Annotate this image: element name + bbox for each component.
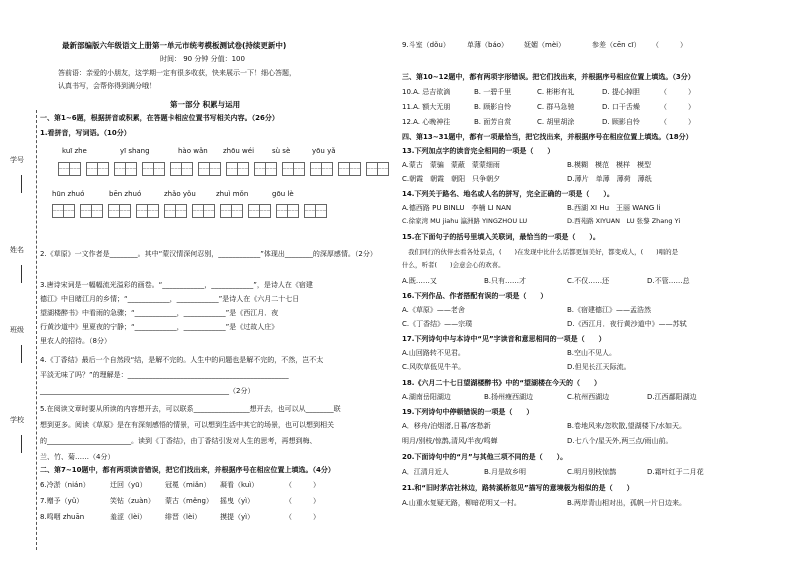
- q12-a: 12.A. 心晚神往: [402, 118, 451, 126]
- q7-text: 笑钻（zuàn）: [110, 497, 155, 505]
- q14-option-d: D.西苑路 XIYUAN LU 张黎 Zhang Yi: [567, 217, 681, 225]
- q8-text: 羞涩（lèi）: [110, 513, 147, 521]
- pinyin: yōu yǎ: [312, 147, 336, 155]
- q17-option-b: B.空山不见人。: [567, 349, 617, 357]
- q11-c: C. 群马急驰: [537, 103, 575, 111]
- q7-text: 蒙古（měng）: [165, 497, 214, 505]
- q11-d: D. 口干舌燥: [602, 103, 640, 111]
- side-blank-line: [21, 265, 23, 283]
- side-blank-line: [21, 175, 23, 193]
- question-1: 1.看拼音，写词语。（10分）: [40, 129, 131, 137]
- side-label-class: 班级: [10, 326, 24, 334]
- q21-option-b: B.两岸青山相对出，孤帆一片日边来。: [567, 499, 687, 507]
- question-17: 17.下列诗句中与本诗中“见”字读音和意思相同的一项是（ ）: [402, 335, 606, 343]
- q9-text: 9.斗室（dǒu）: [402, 41, 450, 49]
- section-four-heading: 四、第13~31题中，都有一项最恰当，把它找出来，并根据序号在相应位置上填选。（18分）: [402, 133, 693, 141]
- q6-text: 冠冕（miǎn）: [165, 481, 211, 489]
- q15-option-b: B.只有……才: [484, 277, 527, 285]
- q20-option-d: D.霜叶红于二月花: [647, 468, 704, 476]
- pinyin: hūn zhuó: [52, 190, 85, 198]
- q12-answer[interactable]: （ ）: [660, 118, 695, 126]
- q11-b: B. 顾影自怜: [474, 103, 512, 111]
- q12-b: B. 面芳自赏: [474, 118, 512, 126]
- q20-option-a: A．江清月近人: [402, 468, 449, 476]
- q10-d: D. 提心掉胆: [602, 88, 640, 96]
- q8-text: 摸提（yì）: [220, 513, 255, 521]
- q16-option-a: A.《草原》——老舍: [402, 306, 465, 314]
- q10-c: C. 彬彬有礼: [537, 88, 575, 96]
- question-14: 14.下列关于路名、地名或人名的拼写，完全正确的一项是（ ）。: [402, 190, 614, 198]
- pinyin: yī shang: [120, 147, 150, 155]
- pinyin: gōu lè: [272, 190, 294, 198]
- pinyin: zhōu wéi: [223, 147, 255, 155]
- q18-option-d: D.江西鄱阳湖边: [647, 393, 697, 401]
- q19-option-c: 明月/别枝/惊鹊,清风/半夜/鸣蝉: [402, 437, 498, 445]
- question-3-line-3: 望湖楼醉书》中看雨的急骤；“____________，____________”是《西江月．夜: [40, 309, 279, 317]
- question-19: 19.下列诗句中停顿错误的一项是（ ）: [402, 408, 534, 416]
- q6-text: 6.冷淤（nián）: [40, 481, 90, 489]
- question-4-line-2: 平淡无味了吗？”的理解是：______________________________________________: [40, 371, 289, 379]
- side-label-name: 姓名: [10, 246, 24, 254]
- writing-grid-row-2[interactable]: [52, 204, 326, 218]
- binding-line: [36, 110, 37, 550]
- q7-text: 摇曳（yì）: [220, 497, 255, 505]
- q14-option-b: B.西湖 XI Hu 王丽 WANG li: [567, 204, 661, 212]
- q13-option-b: B.模糊 模范 模样 模型: [567, 161, 652, 169]
- part-one-heading: 第一部分 积累与运用: [170, 100, 241, 109]
- q14-option-a: A.德西路 PU BINLU 李楠 LI NAN: [402, 204, 512, 212]
- q18-option-c: C.杭州西湖边: [567, 393, 610, 401]
- q19-option-d: D.七八个/星天外,两三点/雨山前。: [567, 437, 673, 445]
- q8-text: 绯晋（lèi）: [165, 513, 202, 521]
- question-3-line-5: 里农人的招待。（8分）: [40, 337, 111, 345]
- pinyin: sù sè: [272, 147, 291, 155]
- question-3-line-4: 行黄沙道中》里夏夜的宁静；“____________，____________”是《过故人庄》: [40, 323, 279, 331]
- section-three-heading: 三、第10~12题中，都有两项字形错误。把它们找出来，并根据序号相应位置上填选。（3分）: [402, 73, 695, 81]
- q16-option-d: D.《西江月．夜行黄沙道中》——苏轼: [567, 320, 687, 328]
- side-label-student-id: 学号: [10, 156, 24, 164]
- question-4-line-1: 4.《丁香结》最后一个自然段“结，是解不完的。人生中的问题也是解不完的，不然，岂不太: [40, 356, 324, 364]
- q9-answer[interactable]: （ ）: [652, 41, 687, 49]
- question-21: 21.和“旧时茅店社林边，路转溪桥忽见”描写的意境极为相似的是（ ）: [402, 484, 634, 492]
- section-two-heading: 二、第7~10题中，都有两项读音错误，把它们找出来，并根据序号在相应位置上填选。（4分）: [40, 466, 335, 474]
- q13-option-c: C.朝霞 朝霞 朝阳 只争朝夕: [402, 175, 501, 183]
- q17-option-d: D.但见长江天际流。: [567, 363, 631, 371]
- q17-option-a: A.山回路转不见君。: [402, 349, 465, 357]
- q17-option-c: C.风吹草低见牛羊。: [402, 363, 466, 371]
- q9-text: 单薄（báo）: [467, 41, 509, 49]
- intro-line-1: 答前语：亲爱的小朋友，这学期一定有很多收获，快来展示一下！细心答题，: [58, 69, 296, 77]
- q11-answer[interactable]: （ ）: [660, 103, 695, 111]
- q10-b: B. 一碧千里: [474, 88, 512, 96]
- q16-option-b: B.《宿建德江》——孟浩然: [567, 306, 652, 314]
- q7-answer[interactable]: （ ）: [285, 497, 320, 505]
- exam-meta: 时间： 90 分钟 分值：100: [160, 55, 245, 63]
- q20-option-c: C.明月别枝惊鹊: [567, 468, 617, 476]
- q21-option-a: A.山重水复疑无路，柳暗花明又一村。: [402, 499, 521, 507]
- q16-option-c: C.《丁香结》——宗璞: [402, 320, 473, 328]
- pinyin: hào wǎn: [178, 147, 208, 155]
- q20-option-b: B.月是故乡明: [484, 468, 527, 476]
- question-18: 18.《六月二十七日望湖楼醉书》中的“望湖楼在今天的（ ）: [402, 379, 602, 387]
- q18-option-a: A.湖南岳阳湖边: [402, 393, 451, 401]
- q12-c: C. 胡里胡涂: [537, 118, 575, 126]
- q6-answer[interactable]: （ ）: [285, 481, 320, 489]
- question-3-line-1: 3.唐诗宋词是一幅幅流光溢彩的画卷。“____________，____________”，是诗人在《宿建: [40, 281, 313, 289]
- side-label-school: 学校: [10, 416, 24, 424]
- q19-option-b: B.卷地风来/忽吹散,望湖楼下/水如天。: [567, 422, 686, 430]
- writing-grid-row-1[interactable]: [58, 162, 388, 176]
- intro-line-2: 认真书写，会帮你得到满分哦！: [58, 82, 156, 90]
- q15-option-a: A.既……又: [402, 277, 437, 285]
- pinyin: kuī zhe: [62, 147, 87, 155]
- question-20: 20.下面诗句中的“月”与其他三项不同的是（ ）。: [402, 453, 568, 461]
- question-13: 13.下列加点字的读音完全相同的一项是（ ）: [402, 147, 555, 155]
- q6-text: 凝看（kuì）: [220, 481, 259, 489]
- side-blank-line: [21, 345, 23, 363]
- q9-text: 妩媚（mèi）: [524, 41, 566, 49]
- q11-a: 11.A. 额大无朋: [402, 103, 451, 111]
- q15-passage-line-1: 我们同行的伙伴去看各处景点，( )在发现中比什么话都更加美好，都变成人，( )唱的是: [408, 248, 679, 256]
- q15-option-c: C.不仅……还: [567, 277, 610, 285]
- question-15: 15.在下面句子的括号里填入关联词，最恰当的一项是（ ）。: [402, 233, 600, 241]
- question-2: 2.《草原》一文作者是________。其中“蒙汉情深何忍别，____________”体现出________的深厚感情。（2分）: [40, 250, 377, 258]
- q9-text: 参差（cēn cī）: [592, 41, 641, 49]
- q10-answer[interactable]: （ ）: [660, 88, 695, 96]
- pinyin: bēn zhuó: [109, 190, 142, 198]
- exam-title: 最新部编版六年级语文上册第一单元市统考模板测试卷(持续更新中): [62, 41, 287, 50]
- q15-passage-line-2: 什么，听者( )会意会心的欢喜。: [402, 261, 505, 269]
- q8-answer[interactable]: （ ）: [285, 513, 320, 521]
- question-5-line-4: 兰、竹、菊……（4分）: [40, 453, 115, 461]
- question-5-line-2: 想到更多。阅读《草原》是在有深刻感悟的情景，可以想到生活中其它的场景，也可以想到相关: [40, 421, 334, 429]
- q15-option-d: D.不管……总: [647, 277, 690, 285]
- section-one-heading: 一、第1~6题，根据拼音或积累，在答题卡相应位置书写相关内容。（26分）: [40, 114, 279, 122]
- q18-option-b: B.扬州瘦西湖边: [484, 393, 534, 401]
- q12-d: D. 顾影自怜: [602, 118, 640, 126]
- question-4-line-3: ______________________________________________________（2分）: [40, 387, 255, 395]
- side-blank-line: [21, 435, 23, 453]
- question-5-line-3: 的________________________。读到《丁香结》，由丁香结引发对人生的思考，再想到梅、: [40, 437, 317, 445]
- q19-option-a: A．移舟/泊烟渚,日暮/客愁新: [402, 422, 491, 430]
- question-16: 16.下列作品、作者搭配有误的一项是（ ）: [402, 292, 548, 300]
- q13-option-a: A.蒙古 蒙骗 蒙蔽 蒙蒙细雨: [402, 161, 500, 169]
- q14-option-c: C.徐家湾 MU jiahu 瀛洲路 YINGZHOU LU: [402, 217, 528, 225]
- q13-option-d: D.薄片 单薄 薄荷 薄纸: [567, 175, 652, 183]
- question-5-line-1: 5.在阅读文章时要从所读的内容想开去，可以联系________________想开去，也可以从________联: [40, 405, 341, 413]
- pinyin: zhǎo yǒu: [164, 190, 196, 198]
- pinyin: zhuì mǒn: [216, 190, 249, 198]
- q8-text: 8.鸣咽 zhuān: [40, 513, 85, 521]
- question-3-line-2: 德江》中目睹江月的乡情；“____________，____________”是诗人在《六月二十七日: [40, 295, 300, 303]
- q6-text: 迁回（yū）: [110, 481, 147, 489]
- q7-text: 7.赠予（yǔ）: [40, 497, 84, 505]
- q10-a: 10.A. 忌吉欲滴: [402, 88, 451, 96]
